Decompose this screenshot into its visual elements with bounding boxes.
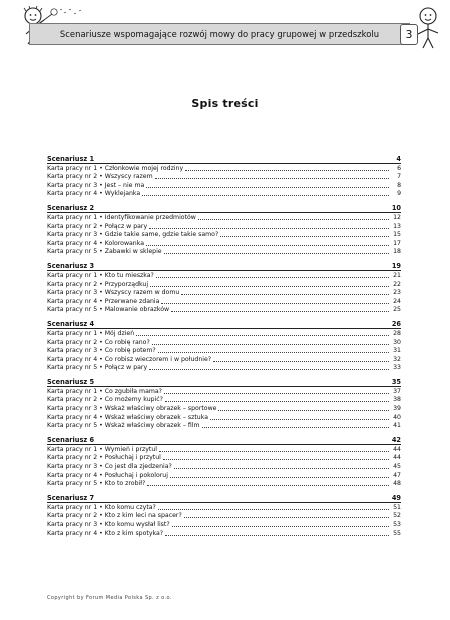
section-page-number: 35: [391, 378, 401, 387]
toc-entry-label: Karta pracy nr 5 • Połącz w pary: [47, 364, 148, 372]
toc-entry-page-number: 23: [393, 289, 401, 297]
toc-entry[interactable]: [47, 471, 401, 480]
toc-entry-label: Karta pracy nr 4 • Co robisz wieczorem i w południe?: [47, 355, 212, 363]
toc-entry-label: Karta pracy nr 1 • Kto komu czyta?: [47, 503, 156, 511]
toc-entry[interactable]: [47, 271, 401, 280]
dot-leader: [136, 335, 389, 336]
toc-entry[interactable]: [47, 404, 401, 413]
toc-entry[interactable]: [47, 338, 401, 347]
toc-section-heading[interactable]: [47, 493, 401, 503]
toc-section: [47, 154, 401, 198]
toc-entry-label: Karta pracy nr 2 • Posłuchaj i przytul: [47, 454, 161, 462]
toc-entry-page-number: 51: [393, 503, 401, 511]
toc-entry-label: Karta pracy nr 1 • Identyfikowanie przedmiotów: [47, 213, 196, 221]
toc-entry-page-number: 40: [393, 413, 401, 421]
dot-leader: [165, 535, 389, 536]
toc-entry-page-number: 28: [393, 329, 401, 337]
toc-entry-page-number: 33: [393, 364, 401, 372]
toc-section-heading[interactable]: [47, 261, 401, 271]
toc-entry-label: Karta pracy nr 2 • Wszyscy razem: [47, 173, 153, 181]
dot-leader: [172, 526, 389, 527]
toc-entry-page-number: 37: [393, 387, 401, 395]
toc-entry[interactable]: [47, 297, 401, 306]
toc-section-heading[interactable]: [47, 435, 401, 445]
dot-leader: [184, 517, 389, 518]
toc-entry[interactable]: [47, 164, 401, 173]
dot-leader: [158, 509, 389, 510]
page-number: [400, 24, 418, 45]
toc-section-heading[interactable]: [47, 203, 401, 213]
toc-entry-label: Karta pracy nr 5 • Malowanie obrazków: [47, 306, 170, 314]
dot-leader: [152, 344, 389, 345]
toc-entry[interactable]: [47, 190, 401, 199]
toc-entry-label: Karta pracy nr 3 • Wszyscy razem w domu: [47, 289, 180, 297]
dot-leader: [210, 419, 389, 420]
toc-entry-page-number: 39: [393, 405, 401, 413]
toc-entry-label: Karta pracy nr 4 • Posłuchaj i pokoloruj: [47, 471, 168, 479]
dot-leader: [146, 245, 389, 246]
toc-entry-page-number: 30: [393, 338, 401, 346]
toc-section: [47, 493, 401, 537]
toc-entry-label: Karta pracy nr 1 • Wymień i przytul: [47, 445, 157, 453]
toc-entry-page-number: 9: [397, 190, 401, 198]
toc-entry-label: Karta pracy nr 3 • Wskaż właściwy obrazek – sportowe: [47, 405, 217, 413]
toc-entry-page-number: 15: [393, 231, 401, 239]
toc-section-heading[interactable]: [47, 319, 401, 329]
toc-entry[interactable]: [47, 231, 401, 240]
toc-section: [47, 261, 401, 314]
toc-entry-label: Karta pracy nr 2 • Przyporządkuj: [47, 280, 149, 288]
dot-leader: [174, 468, 389, 469]
dot-leader: [170, 477, 389, 478]
section-page-number: 19: [391, 262, 401, 271]
toc-entry[interactable]: [47, 248, 401, 257]
toc-entry-page-number: 8: [397, 181, 401, 189]
dot-leader: [142, 195, 389, 196]
toc-entry[interactable]: [47, 520, 401, 529]
toc-entry[interactable]: [47, 222, 401, 231]
toc-section: [47, 203, 401, 256]
dot-leader: [164, 393, 389, 394]
section-title: Scenariusz 4: [47, 320, 95, 329]
toc-entry[interactable]: [47, 306, 401, 315]
toc-entry-label: Karta pracy nr 4 • Wyklejanka: [47, 190, 141, 198]
toc-section-heading[interactable]: [47, 377, 401, 387]
toc-entry[interactable]: [47, 173, 401, 182]
section-title: Scenariusz 6: [47, 436, 95, 445]
toc-entry[interactable]: [47, 213, 401, 222]
toc-entry[interactable]: [47, 181, 401, 190]
section-title: Scenariusz 7: [47, 494, 95, 503]
toc-entry-label: Karta pracy nr 4 • Kolorowanka: [47, 239, 144, 247]
toc-entry[interactable]: [47, 396, 401, 405]
toc-entry[interactable]: [47, 329, 401, 338]
toc-section: [47, 377, 401, 430]
dot-leader: [202, 427, 389, 428]
dot-leader: [150, 286, 389, 287]
toc-entry-label: Karta pracy nr 1 • Mój dzień: [47, 329, 135, 337]
toc-entry-page-number: 18: [393, 248, 401, 256]
toc-entry-page-number: 38: [393, 396, 401, 404]
section-page-number: 10: [391, 204, 401, 213]
dot-leader: [165, 401, 389, 402]
toc-entry[interactable]: [47, 289, 401, 298]
toc-entry-label: Karta pracy nr 4 • Wskaż właściwy obrazek – sztuka: [47, 413, 208, 421]
dot-leader: [198, 219, 389, 220]
toc-entry-page-number: 53: [393, 521, 401, 528]
toc-entry[interactable]: [47, 512, 401, 521]
dot-leader: [146, 187, 389, 188]
toc-entry-page-number: 45: [393, 463, 401, 471]
section-title: Scenariusz 1: [47, 155, 95, 163]
dot-leader: [149, 369, 389, 370]
header-title: Scenariusze wspomagające rozwój mowy do pracy grupowej w przedszkolu: [59, 29, 380, 39]
toc-entry-label: Karta pracy nr 4 • Przerwane zdania: [47, 297, 160, 305]
dot-leader: [218, 410, 389, 411]
toc-entry[interactable]: [47, 413, 401, 422]
toc-entry-label: Karta pracy nr 1 • Kto tu mieszka?: [47, 271, 154, 279]
dot-leader: [159, 451, 389, 452]
toc-entry-label: Karta pracy nr 3 • Gdzie takie same, gdzie takie samo?: [47, 231, 219, 239]
dot-leader: [185, 170, 389, 171]
dot-leader: [220, 236, 389, 237]
toc-entry-page-number: 6: [397, 164, 401, 172]
toc-entry-page-number: 32: [393, 355, 401, 363]
toc-entry-label: Karta pracy nr 3 • Jest – nie ma: [47, 181, 145, 189]
toc-entry-page-number: 17: [393, 239, 401, 247]
toc-entry-label: Karta pracy nr 2 • Co robię rano?: [47, 338, 150, 346]
toc-entry[interactable]: [47, 480, 401, 489]
toc-entry-page-number: 24: [393, 297, 401, 305]
toc-entry-page-number: 21: [393, 271, 401, 279]
header-bar: [29, 23, 410, 45]
toc-entry-label: Karta pracy nr 2 • Połącz w pary: [47, 222, 148, 230]
toc-entry-page-number: 12: [393, 213, 401, 221]
toc-entry[interactable]: [47, 355, 401, 364]
toc-entry[interactable]: [47, 462, 401, 471]
toc-entry-page-number: 41: [393, 422, 401, 430]
dot-leader: [164, 253, 389, 254]
toc-entry-label: Karta pracy nr 3 • Co jest dla zjedzenia?: [47, 463, 172, 471]
dot-leader: [171, 311, 389, 312]
section-title: Scenariusz 2: [47, 204, 95, 213]
toc-entry-label: Karta pracy nr 5 • Wskaż właściwy obrazek – film: [47, 422, 200, 430]
toc-entry-page-number: 55: [393, 529, 401, 537]
table-of-contents: [47, 154, 401, 543]
dot-leader: [149, 228, 389, 229]
dot-leader: [163, 459, 389, 460]
copyright-footer: Copyright by Forum Media Polska Sp. z o.o.: [47, 595, 172, 601]
dot-leader: [155, 178, 389, 179]
toc-entry-page-number: 25: [393, 306, 401, 314]
page-title: Spis treści: [191, 97, 259, 110]
toc-entry-label: Karta pracy nr 3 • Kto komu wysłał list?: [47, 521, 170, 528]
toc-entry[interactable]: [47, 454, 401, 463]
section-page-number: 4: [396, 155, 401, 163]
toc-section: [47, 319, 401, 372]
toc-entry-page-number: 22: [393, 280, 401, 288]
toc-section-heading[interactable]: [47, 154, 401, 164]
toc-entry-page-number: 31: [393, 347, 401, 355]
toc-entry[interactable]: [47, 529, 401, 538]
toc-entry-label: Karta pracy nr 5 • Zabawki w sklepie: [47, 248, 162, 256]
toc-entry-label: Karta pracy nr 4 • Kto z kim spotyka?: [47, 529, 164, 537]
toc-entry-label: Karta pracy nr 1 • Członkowie mojej rodziny: [47, 164, 184, 172]
toc-entry[interactable]: [47, 422, 401, 431]
toc-entry[interactable]: [47, 239, 401, 248]
toc-entry-label: Karta pracy nr 2 • Co możemy kupić?: [47, 396, 163, 404]
dot-leader: [161, 303, 389, 304]
section-page-number: 26: [391, 320, 401, 329]
dot-leader: [158, 352, 389, 353]
dot-leader: [147, 485, 389, 486]
section-title: Scenariusz 3: [47, 262, 95, 271]
toc-entry-label: Karta pracy nr 1 • Co zgubiła mama?: [47, 387, 162, 395]
section-page-number: 42: [391, 436, 401, 445]
section-page-number: 49: [391, 494, 401, 503]
toc-entry-page-number: 44: [393, 454, 401, 462]
toc-entry[interactable]: [47, 503, 401, 512]
toc-entry-label: Karta pracy nr 3 • Co robię potem?: [47, 347, 156, 355]
toc-entry-page-number: 47: [393, 471, 401, 479]
dot-leader: [213, 361, 389, 362]
toc-entry[interactable]: [47, 280, 401, 289]
dot-leader: [156, 277, 389, 278]
toc-entry-page-number: 52: [393, 512, 401, 520]
toc-entry-page-number: 44: [393, 445, 401, 453]
toc-entry-page-number: 48: [393, 480, 401, 488]
toc-section: [47, 435, 401, 488]
section-title: Scenariusz 5: [47, 378, 95, 387]
toc-entry-page-number: 13: [393, 222, 401, 230]
toc-entry-page-number: 7: [397, 173, 401, 181]
dot-leader: [181, 294, 389, 295]
toc-entry-label: Karta pracy nr 5 • Kto to zrobił?: [47, 480, 146, 488]
page-number-text: 3: [405, 28, 413, 41]
toc-entry[interactable]: [47, 364, 401, 373]
toc-entry[interactable]: [47, 347, 401, 356]
toc-entry-label: Karta pracy nr 2 • Kto z kim leci na spacer?: [47, 512, 182, 520]
toc-entry[interactable]: [47, 445, 401, 454]
toc-entry[interactable]: [47, 387, 401, 396]
